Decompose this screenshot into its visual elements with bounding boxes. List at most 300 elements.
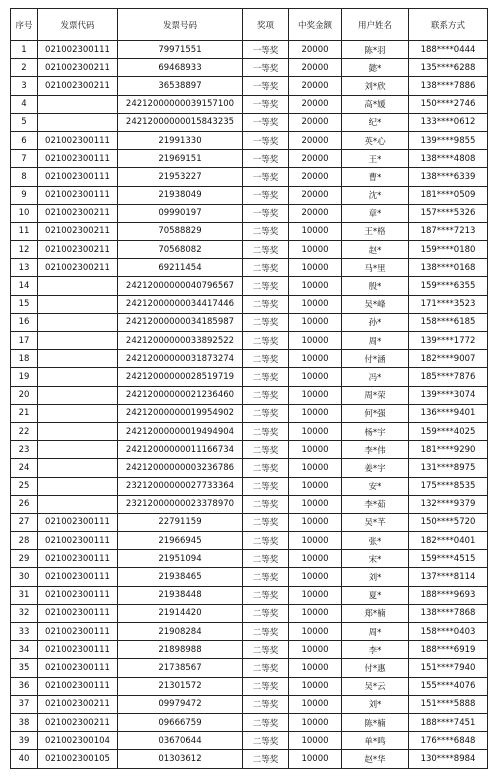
cell-invoice-code [38, 313, 118, 331]
cell-user-name: 杨*宇 [342, 422, 409, 440]
cell-invoice-number: 79971551 [118, 41, 243, 59]
table-row [11, 604, 488, 622]
cell-no: 36 [11, 677, 38, 695]
cell-invoice-code [38, 350, 118, 368]
cell-prize: 一等奖 [243, 95, 289, 113]
cell-amount: 10000 [289, 368, 342, 386]
header-invoice-code: 发票代码 [38, 9, 118, 41]
cell-amount: 10000 [289, 259, 342, 277]
cell-contact: 138****7868 [409, 604, 488, 622]
cell-invoice-code: 021002300211 [38, 241, 118, 259]
table-row [11, 186, 488, 204]
cell-contact: 151****7940 [409, 659, 488, 677]
table-row [11, 441, 488, 459]
cell-invoice-code: 021002300211 [38, 259, 118, 277]
cell-prize: 二等奖 [243, 368, 289, 386]
cell-invoice-number: 21914420 [118, 604, 243, 622]
table-row [11, 623, 488, 641]
cell-invoice-number: 23212000000023378970 [118, 495, 243, 513]
cell-user-name: 王* [342, 150, 409, 168]
cell-invoice-code: 021002300111 [38, 677, 118, 695]
cell-amount: 10000 [289, 513, 342, 531]
cell-no: 17 [11, 332, 38, 350]
cell-user-name: 安* [342, 477, 409, 495]
cell-prize: 二等奖 [243, 441, 289, 459]
table-row [11, 586, 488, 604]
header-invoice-number: 发票号码 [118, 9, 243, 41]
cell-prize: 二等奖 [243, 750, 289, 768]
cell-invoice-code: 021002300111 [38, 168, 118, 186]
cell-prize: 一等奖 [243, 150, 289, 168]
table-row [11, 150, 488, 168]
table-row [11, 750, 488, 768]
cell-amount: 10000 [289, 459, 342, 477]
cell-invoice-code: 021002300111 [38, 131, 118, 149]
cell-prize: 二等奖 [243, 259, 289, 277]
cell-prize: 二等奖 [243, 350, 289, 368]
cell-amount: 10000 [289, 295, 342, 313]
cell-no: 30 [11, 568, 38, 586]
winners-table [10, 8, 488, 769]
cell-invoice-code: 021002300105 [38, 750, 118, 768]
cell-no: 38 [11, 713, 38, 731]
cell-invoice-code: 021002300111 [38, 532, 118, 550]
cell-amount: 10000 [289, 641, 342, 659]
cell-user-name: 周* [342, 332, 409, 350]
cell-amount: 10000 [289, 350, 342, 368]
table-row [11, 368, 488, 386]
header-prize: 奖项 [243, 9, 289, 41]
cell-invoice-number: 21938448 [118, 586, 243, 604]
cell-invoice-code: 021002300111 [38, 41, 118, 59]
cell-contact: 159****0180 [409, 241, 488, 259]
cell-prize: 二等奖 [243, 550, 289, 568]
cell-user-name: 马*里 [342, 259, 409, 277]
cell-user-name: 赵* [342, 241, 409, 259]
cell-contact: 181****0509 [409, 186, 488, 204]
cell-user-name: 陈*楠 [342, 713, 409, 731]
table-row [11, 41, 488, 59]
cell-no: 2 [11, 59, 38, 77]
cell-contact: 150****2746 [409, 95, 488, 113]
cell-invoice-code [38, 332, 118, 350]
cell-invoice-code: 021002300211 [38, 59, 118, 77]
cell-invoice-code: 021002300111 [38, 604, 118, 622]
cell-user-name: 沈* [342, 186, 409, 204]
cell-no: 10 [11, 204, 38, 222]
cell-prize: 一等奖 [243, 204, 289, 222]
cell-contact: 155****4076 [409, 677, 488, 695]
cell-user-name: 赵*华 [342, 750, 409, 768]
cell-invoice-number: 24212000000019494904 [118, 422, 243, 440]
table-row [11, 422, 488, 440]
cell-invoice-number: 70588829 [118, 222, 243, 240]
cell-user-name: 李* [342, 641, 409, 659]
cell-invoice-number: 24212000000019954902 [118, 404, 243, 422]
cell-invoice-code: 021002300211 [38, 222, 118, 240]
cell-invoice-number: 24212000000015843235 [118, 113, 243, 131]
cell-no: 22 [11, 422, 38, 440]
cell-user-name: 王*格 [342, 222, 409, 240]
cell-prize: 二等奖 [243, 313, 289, 331]
cell-no: 1 [11, 41, 38, 59]
cell-contact: 188****6919 [409, 641, 488, 659]
cell-prize: 二等奖 [243, 495, 289, 513]
cell-invoice-code: 021002300111 [38, 186, 118, 204]
cell-no: 18 [11, 350, 38, 368]
cell-invoice-code: 021002300111 [38, 659, 118, 677]
cell-no: 14 [11, 277, 38, 295]
cell-no: 11 [11, 222, 38, 240]
cell-invoice-code: 021002300104 [38, 732, 118, 750]
cell-amount: 20000 [289, 95, 342, 113]
table-row [11, 495, 488, 513]
cell-amount: 10000 [289, 477, 342, 495]
cell-no: 40 [11, 750, 38, 768]
cell-invoice-code: 021002300111 [38, 550, 118, 568]
table-row [11, 277, 488, 295]
table-row [11, 131, 488, 149]
cell-contact: 158****0403 [409, 623, 488, 641]
cell-contact: 175****8535 [409, 477, 488, 495]
cell-contact: 137****8114 [409, 568, 488, 586]
cell-user-name: 冯* [342, 368, 409, 386]
cell-user-name: 刘* [342, 568, 409, 586]
cell-user-name: 李*茹 [342, 495, 409, 513]
cell-contact: 185****7876 [409, 368, 488, 386]
cell-user-name: 章* [342, 204, 409, 222]
cell-contact: 133****0612 [409, 113, 488, 131]
cell-invoice-code [38, 495, 118, 513]
cell-contact: 157****5326 [409, 204, 488, 222]
cell-contact: 136****9401 [409, 404, 488, 422]
cell-contact: 139****3074 [409, 386, 488, 404]
cell-no: 6 [11, 131, 38, 149]
cell-amount: 10000 [289, 677, 342, 695]
cell-invoice-number: 24212000000031873274 [118, 350, 243, 368]
cell-user-name: 付*涵 [342, 350, 409, 368]
cell-amount: 10000 [289, 222, 342, 240]
cell-amount: 10000 [289, 550, 342, 568]
cell-invoice-code [38, 477, 118, 495]
cell-amount: 10000 [289, 586, 342, 604]
cell-no: 19 [11, 368, 38, 386]
cell-no: 37 [11, 695, 38, 713]
cell-invoice-number: 70568082 [118, 241, 243, 259]
cell-invoice-number: 03670644 [118, 732, 243, 750]
cell-contact: 182****9007 [409, 350, 488, 368]
cell-amount: 10000 [289, 441, 342, 459]
cell-prize: 二等奖 [243, 404, 289, 422]
cell-amount: 20000 [289, 168, 342, 186]
cell-no: 33 [11, 623, 38, 641]
cell-no: 15 [11, 295, 38, 313]
cell-prize: 二等奖 [243, 732, 289, 750]
cell-invoice-code: 021002300111 [38, 568, 118, 586]
cell-user-name: 英*心 [342, 131, 409, 149]
table-row [11, 259, 488, 277]
table-row [11, 459, 488, 477]
cell-amount: 10000 [289, 713, 342, 731]
cell-prize: 二等奖 [243, 604, 289, 622]
cell-invoice-number: 22791159 [118, 513, 243, 531]
cell-prize: 二等奖 [243, 641, 289, 659]
cell-contact: 181****9290 [409, 441, 488, 459]
cell-amount: 10000 [289, 750, 342, 768]
cell-user-name: 殷* [342, 277, 409, 295]
cell-amount: 10000 [289, 386, 342, 404]
cell-no: 34 [11, 641, 38, 659]
cell-invoice-code [38, 404, 118, 422]
cell-contact: 138****4808 [409, 150, 488, 168]
cell-contact: 139****1772 [409, 332, 488, 350]
cell-user-name: 何*强 [342, 404, 409, 422]
cell-invoice-number: 24212000000003236786 [118, 459, 243, 477]
table-row [11, 313, 488, 331]
cell-contact: 182****0401 [409, 532, 488, 550]
cell-prize: 二等奖 [243, 586, 289, 604]
cell-invoice-code: 021002300211 [38, 77, 118, 95]
table-row [11, 659, 488, 677]
table-row [11, 386, 488, 404]
cell-invoice-code [38, 368, 118, 386]
cell-user-name: 吴*峰 [342, 295, 409, 313]
cell-invoice-code: 021002300111 [38, 623, 118, 641]
cell-contact: 138****0168 [409, 259, 488, 277]
cell-prize: 二等奖 [243, 659, 289, 677]
header-no: 序号 [11, 9, 38, 41]
cell-user-name: 刘* [342, 695, 409, 713]
cell-invoice-number: 09979472 [118, 695, 243, 713]
cell-invoice-number: 23212000000027733364 [118, 477, 243, 495]
cell-invoice-code: 021002300111 [38, 586, 118, 604]
cell-no: 39 [11, 732, 38, 750]
table-row [11, 641, 488, 659]
cell-user-name: 纪* [342, 113, 409, 131]
cell-amount: 20000 [289, 77, 342, 95]
cell-amount: 10000 [289, 604, 342, 622]
cell-user-name: 宋* [342, 550, 409, 568]
cell-amount: 20000 [289, 113, 342, 131]
cell-amount: 20000 [289, 204, 342, 222]
cell-user-name: 李*伟 [342, 441, 409, 459]
cell-no: 20 [11, 386, 38, 404]
cell-contact: 188****0444 [409, 41, 488, 59]
cell-user-name: 刘*欣 [342, 77, 409, 95]
table-row [11, 241, 488, 259]
cell-no: 16 [11, 313, 38, 331]
cell-prize: 二等奖 [243, 241, 289, 259]
cell-amount: 10000 [289, 568, 342, 586]
cell-contact: 131****8975 [409, 459, 488, 477]
table-row [11, 350, 488, 368]
cell-contact: 150****5720 [409, 513, 488, 531]
table-row [11, 77, 488, 95]
cell-contact: 187****7213 [409, 222, 488, 240]
cell-amount: 20000 [289, 150, 342, 168]
cell-prize: 一等奖 [243, 131, 289, 149]
cell-prize: 二等奖 [243, 459, 289, 477]
table-row [11, 695, 488, 713]
cell-invoice-number: 21908284 [118, 623, 243, 641]
cell-prize: 二等奖 [243, 677, 289, 695]
cell-prize: 二等奖 [243, 386, 289, 404]
cell-amount: 10000 [289, 404, 342, 422]
cell-amount: 10000 [289, 313, 342, 331]
cell-user-name: 郑*楠 [342, 604, 409, 622]
cell-user-name: 懿* [342, 59, 409, 77]
cell-invoice-code: 021002300211 [38, 695, 118, 713]
cell-amount: 20000 [289, 41, 342, 59]
cell-invoice-number: 09990197 [118, 204, 243, 222]
cell-prize: 一等奖 [243, 186, 289, 204]
cell-amount: 10000 [289, 277, 342, 295]
cell-contact: 159****6355 [409, 277, 488, 295]
cell-no: 3 [11, 77, 38, 95]
cell-user-name: 高*媛 [342, 95, 409, 113]
header-user-name: 用户姓名 [342, 9, 409, 41]
cell-invoice-number: 24212000000033892522 [118, 332, 243, 350]
cell-no: 26 [11, 495, 38, 513]
cell-no: 24 [11, 459, 38, 477]
table-row [11, 550, 488, 568]
cell-amount: 10000 [289, 241, 342, 259]
cell-prize: 二等奖 [243, 277, 289, 295]
cell-invoice-code [38, 95, 118, 113]
cell-invoice-number: 21898988 [118, 641, 243, 659]
cell-prize: 二等奖 [243, 422, 289, 440]
table-row [11, 732, 488, 750]
cell-user-name: 吴*云 [342, 677, 409, 695]
cell-user-name: 周* [342, 623, 409, 641]
cell-contact: 188****9693 [409, 586, 488, 604]
cell-invoice-number: 24212000000034185987 [118, 313, 243, 331]
table-row [11, 204, 488, 222]
table-row [11, 677, 488, 695]
cell-user-name: 张* [342, 532, 409, 550]
table-row [11, 113, 488, 131]
cell-contact: 138****6339 [409, 168, 488, 186]
cell-contact: 138****7886 [409, 77, 488, 95]
cell-no: 8 [11, 168, 38, 186]
cell-invoice-number: 24212000000040796567 [118, 277, 243, 295]
cell-prize: 二等奖 [243, 477, 289, 495]
table-row [11, 168, 488, 186]
cell-invoice-code [38, 295, 118, 313]
cell-amount: 20000 [289, 59, 342, 77]
cell-no: 5 [11, 113, 38, 131]
table-row [11, 513, 488, 531]
cell-invoice-number: 24212000000021236460 [118, 386, 243, 404]
table-row [11, 568, 488, 586]
cell-invoice-number: 21969151 [118, 150, 243, 168]
cell-prize: 二等奖 [243, 713, 289, 731]
header-contact: 联系方式 [409, 9, 488, 41]
cell-amount: 20000 [289, 131, 342, 149]
cell-no: 7 [11, 150, 38, 168]
cell-invoice-number: 21938465 [118, 568, 243, 586]
cell-no: 23 [11, 441, 38, 459]
cell-invoice-number: 09666759 [118, 713, 243, 731]
cell-prize: 一等奖 [243, 77, 289, 95]
cell-invoice-code [38, 441, 118, 459]
cell-invoice-number: 36538897 [118, 77, 243, 95]
cell-no: 25 [11, 477, 38, 495]
cell-prize: 二等奖 [243, 532, 289, 550]
cell-contact: 132****9379 [409, 495, 488, 513]
cell-prize: 二等奖 [243, 295, 289, 313]
cell-contact: 158****6185 [409, 313, 488, 331]
cell-amount: 20000 [289, 186, 342, 204]
cell-no: 9 [11, 186, 38, 204]
cell-user-name: 夏* [342, 586, 409, 604]
table-row [11, 332, 488, 350]
cell-invoice-number: 24212000000039157100 [118, 95, 243, 113]
cell-contact: 188****7451 [409, 713, 488, 731]
header-amount: 中奖金额 [289, 9, 342, 41]
cell-prize: 二等奖 [243, 222, 289, 240]
cell-invoice-code: 021002300111 [38, 150, 118, 168]
cell-prize: 二等奖 [243, 513, 289, 531]
cell-invoice-number: 69468933 [118, 59, 243, 77]
cell-contact: 159****4025 [409, 422, 488, 440]
cell-amount: 10000 [289, 732, 342, 750]
cell-no: 27 [11, 513, 38, 531]
cell-prize: 二等奖 [243, 568, 289, 586]
cell-invoice-number: 21738567 [118, 659, 243, 677]
cell-no: 31 [11, 586, 38, 604]
cell-invoice-number: 21966945 [118, 532, 243, 550]
cell-invoice-number: 21953227 [118, 168, 243, 186]
cell-invoice-code [38, 459, 118, 477]
table-row [11, 295, 488, 313]
cell-no: 4 [11, 95, 38, 113]
cell-invoice-number: 21951094 [118, 550, 243, 568]
cell-user-name: 吴*芊 [342, 513, 409, 531]
cell-prize: 二等奖 [243, 332, 289, 350]
cell-contact: 139****9855 [409, 131, 488, 149]
cell-user-name: 陈*羽 [342, 41, 409, 59]
table-row [11, 477, 488, 495]
cell-no: 21 [11, 404, 38, 422]
cell-no: 12 [11, 241, 38, 259]
cell-no: 35 [11, 659, 38, 677]
cell-prize: 二等奖 [243, 623, 289, 641]
cell-contact: 135****6288 [409, 59, 488, 77]
cell-amount: 10000 [289, 422, 342, 440]
table-row [11, 713, 488, 731]
cell-prize: 一等奖 [243, 168, 289, 186]
cell-contact: 176****6848 [409, 732, 488, 750]
cell-contact: 151****5888 [409, 695, 488, 713]
cell-invoice-code: 021002300211 [38, 204, 118, 222]
cell-amount: 10000 [289, 532, 342, 550]
cell-no: 32 [11, 604, 38, 622]
cell-invoice-code: 021002300111 [38, 513, 118, 531]
cell-invoice-code: 021002300111 [38, 641, 118, 659]
cell-prize: 一等奖 [243, 41, 289, 59]
cell-invoice-code [38, 113, 118, 131]
cell-user-name: 曹* [342, 168, 409, 186]
cell-user-name: 付*惠 [342, 659, 409, 677]
header-row [11, 9, 488, 41]
table-body [11, 41, 488, 769]
cell-invoice-code [38, 277, 118, 295]
cell-user-name: 周*荣 [342, 386, 409, 404]
cell-amount: 10000 [289, 695, 342, 713]
table-row [11, 404, 488, 422]
cell-invoice-number: 21301572 [118, 677, 243, 695]
